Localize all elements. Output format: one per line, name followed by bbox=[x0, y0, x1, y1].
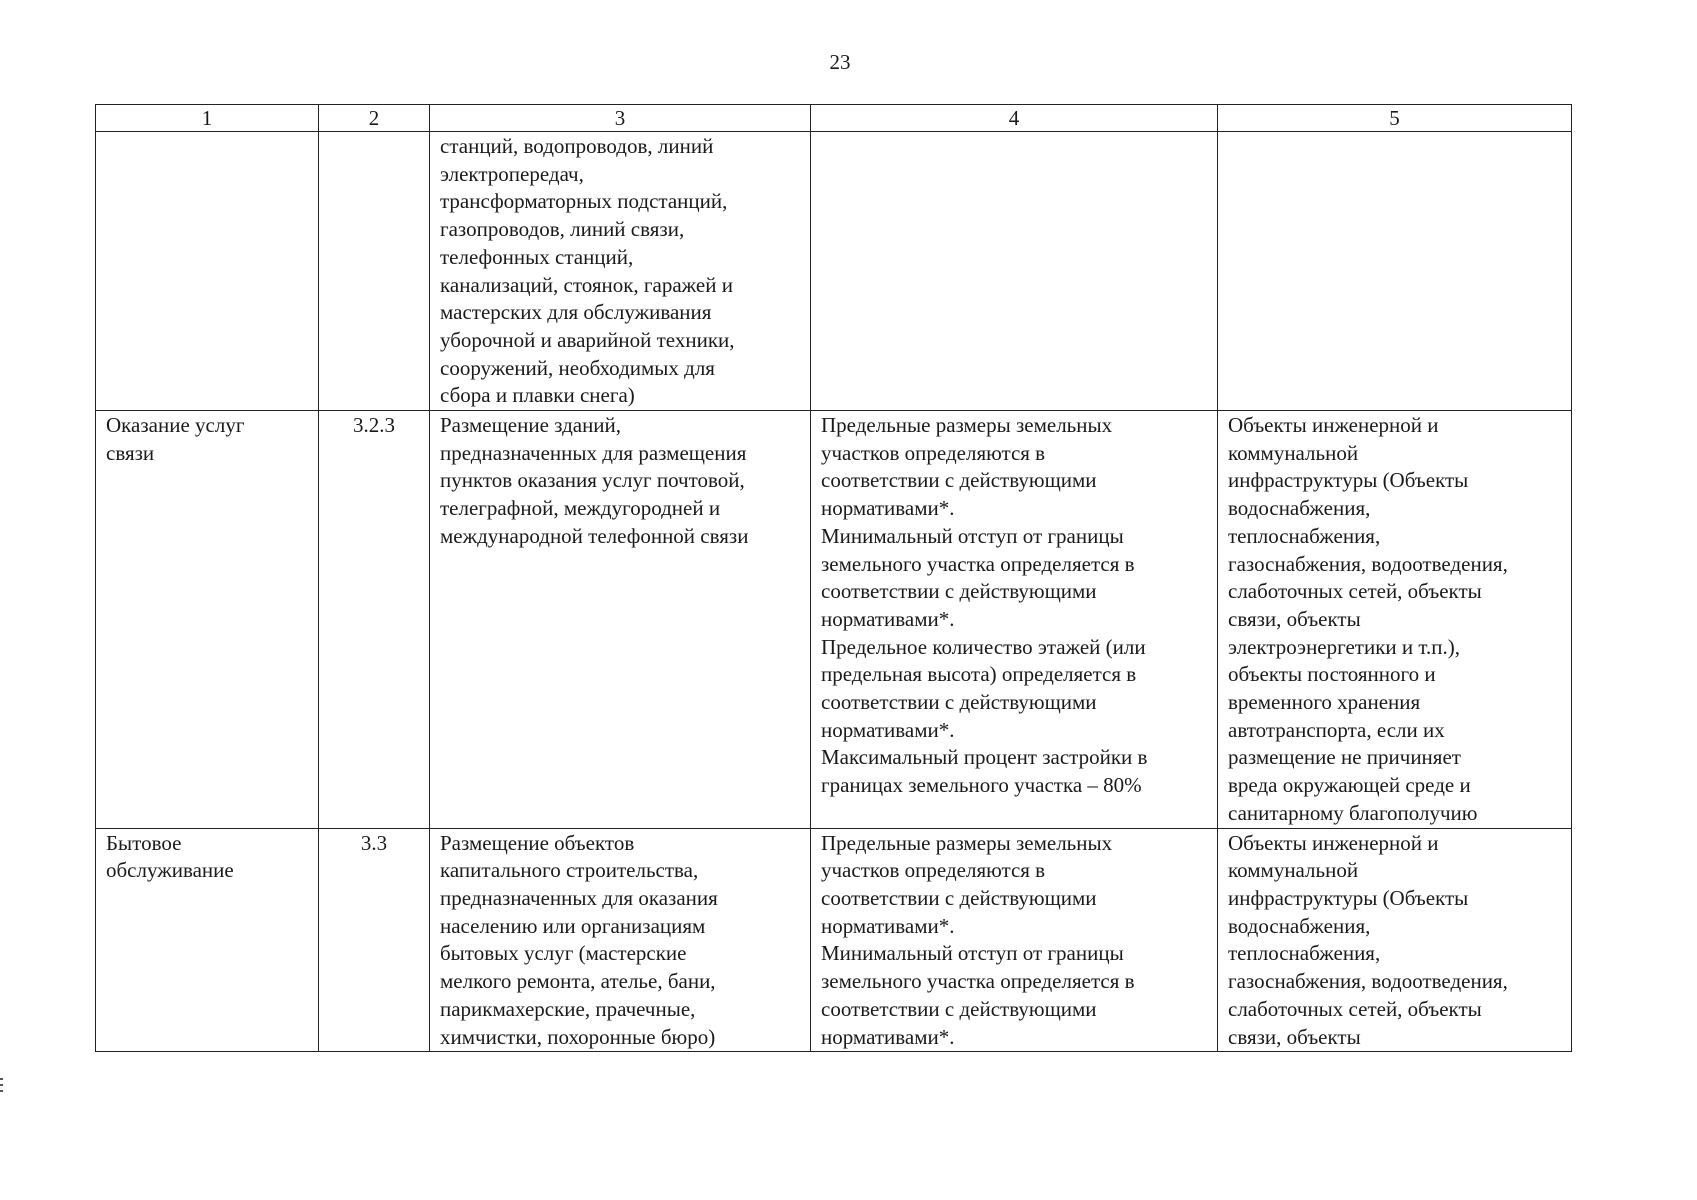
column-header-1: 1 bbox=[96, 105, 319, 132]
header-row bbox=[96, 105, 1572, 132]
parameters-cell bbox=[811, 132, 1218, 411]
description: Размещение зданий, предназначенных для размещения пунктов оказания услуг почтовой, телеграфной, междугородней и международной телефонной связи bbox=[440, 413, 749, 548]
use-code-cell bbox=[319, 411, 430, 829]
scan-margin-mark bbox=[0, 1078, 3, 1080]
description: станций, водопроводов, линий электропередач, трансформаторных подстанций, газопроводов, линий связи, телефонных станций, канализаций, стоянок, гаражей и мастерских для обслуживания уборочной и аварийной техники, сооружений, необходимых для сбора и плавки снега) bbox=[440, 134, 735, 408]
use-code: 3.2.3 bbox=[353, 413, 395, 438]
scan-margin-mark bbox=[0, 1084, 3, 1086]
use-name: Оказание услуг связи bbox=[106, 413, 245, 465]
page-number: 23 bbox=[829, 50, 851, 74]
scan-margin-mark bbox=[0, 1090, 3, 1092]
use-code: 3.3 bbox=[360, 830, 388, 855]
table-row bbox=[96, 411, 1572, 829]
description: Размещение объектов капитального строительства, предназначенных для оказания населению или организациям бытовых услуг (мастерские мелкого ремонта, ателье, бани, парикмахерские, прачечные, химчистки, похоронные бюро) bbox=[440, 830, 718, 1049]
use-name-cell bbox=[96, 132, 319, 411]
parameters: Предельные размеры земельных участков определяются в соответствии с действующими нормативами*. Минимальный отступ от границы земельного участка определяется в соответствии с действующими нормативами*. Предельное количество этажей (или предельная высота) определяется в соответствии с действующими нормативами*. Максимальный процент застройки в границах земельного участка – 80% bbox=[821, 413, 1148, 798]
description-cell bbox=[430, 828, 811, 1052]
auxiliary: Объекты инженерной и коммунальной инфраструктуры (Объекты водоснабжения, теплоснабжения, газоснабжения, водоотведения, слаботочных сетей, объекты связи, объекты bbox=[1228, 830, 1508, 1049]
column-header-2: 2 bbox=[319, 105, 430, 132]
use-code-cell bbox=[319, 132, 430, 411]
use-name-cell bbox=[96, 411, 319, 829]
column-header-3: 3 bbox=[430, 105, 811, 132]
parameters-cell bbox=[811, 828, 1218, 1052]
land-use-table bbox=[95, 104, 1572, 1052]
parameters-cell bbox=[811, 411, 1218, 829]
use-name: Бытовое обслуживание bbox=[106, 830, 234, 883]
table-row bbox=[96, 828, 1572, 1052]
description-cell bbox=[430, 411, 811, 829]
column-header-5: 5 bbox=[1218, 105, 1572, 132]
auxiliary-cell bbox=[1218, 132, 1572, 411]
column-header-4: 4 bbox=[811, 105, 1218, 132]
auxiliary-cell bbox=[1218, 411, 1572, 829]
table-row bbox=[96, 132, 1572, 411]
use-name-cell bbox=[96, 828, 319, 1052]
use-code-cell bbox=[319, 828, 430, 1052]
auxiliary: Объекты инженерной и коммунальной инфраструктуры (Объекты водоснабжения, теплоснабжения, газоснабжения, водоотведения, слаботочных сетей, объекты связи, объекты электроэнергетики и т.п.), объекты постоянного и временного хранения автотранспорта, если их размещение не причиняет вреда окружающей среде и санитарному благополучию bbox=[1228, 413, 1508, 825]
parameters: Предельные размеры земельных участков определяются в соответствии с действующими нормативами*. Минимальный отступ от границы земельного участка определяется в соответствии с действующими нормативами*. bbox=[821, 830, 1135, 1049]
auxiliary-cell bbox=[1218, 828, 1572, 1052]
description-cell bbox=[430, 132, 811, 411]
